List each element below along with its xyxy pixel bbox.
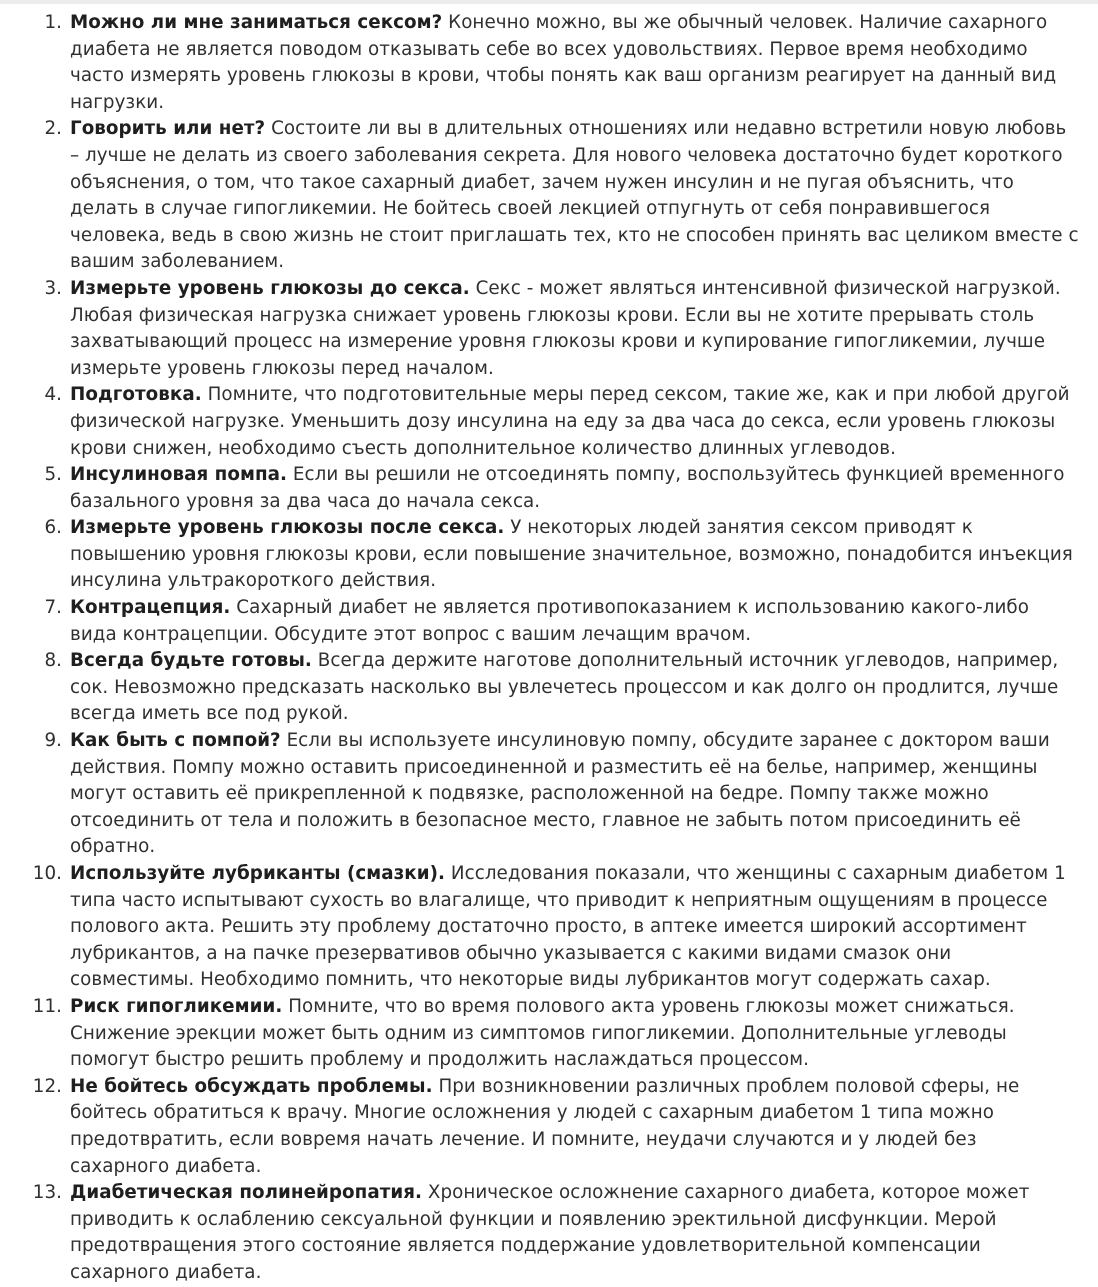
tips-list (0, 4, 1098, 1287)
item-title: Как быть с помпой? (70, 730, 281, 752)
item-text: Сахарный диабет не является противопоказанием к использованию какого-либо вида контрацепции. Обсудите этот вопрос с вашим лечащим врачом. (70, 597, 1029, 645)
item-title: Можно ли мне заниматься сексом? (70, 12, 443, 33)
item-title: Не бойтесь обсуждать проблемы. (70, 1075, 433, 1097)
item-number: 5. (44, 464, 62, 486)
item-text: Всегда держите наготове дополнительный источник углеводов, например, сок. Невозможно предсказать насколько вы увлечетесь процессом и как долго он продлится, лучше всегда иметь все под рукой. (70, 650, 1059, 725)
list-item (0, 10, 1098, 116)
item-number: 3. (44, 277, 62, 299)
list-item (0, 116, 1098, 276)
item-number: 1. (44, 12, 62, 33)
list-item (0, 648, 1098, 728)
item-number: 4. (44, 384, 62, 406)
item-number: 13. (32, 1182, 62, 1204)
item-text: Хроническое осложнение сахарного диабета, которое может приводить к ослаблению сексуальной функции и появлению эректильной дисфункции. Мерой предотвращения этого состояние является поддержание удовлетворительной компенсации сахарного диабета. (70, 1182, 1030, 1283)
item-title: Диабетическая полинейропатия. (70, 1182, 423, 1204)
item-title: Инсулиновая помпа. (70, 464, 288, 486)
list-item (0, 382, 1098, 462)
item-title: Всегда будьте готовы. (70, 650, 312, 672)
list-item (0, 276, 1098, 382)
item-title: Используйте лубриканты (смазки). (70, 863, 446, 884)
item-title: Говорить или нет? (70, 118, 266, 140)
item-text: Состоите ли вы в длительных отношениях или недавно встретили новую любовь – лучше не делать из своего заболевания секрета. Для нового человека достаточно будет короткого объяснения, о том, что такое сахарный диабет, зачем нужен инсулин и не пугая объяснить, что делать в случае гипогликемии. Не бойтесь своей лекцией отпугнуть от себя понравившегося человека, ведь в свою жизнь не стоит приглашать тех, кто не способен принять вас целиком вместе с вашим заболеванием. (70, 118, 1079, 273)
item-number: 2. (44, 118, 62, 140)
item-text: Исследования показали, что женщины с сахарным диабетом 1 типа часто испытывают сухость во влагалище, что приводит к неприятным ощущениям в процессе полового акта. Решить эту проблему достаточно просто, в аптеке имеется широкий ассортимент лубрикантов, а на пачке презервативов обычно указывается с какими видами смазок они совместимы. Необходимо помнить, что некоторые виды лубрикантов могут содержать сахар. (70, 863, 1066, 991)
item-number: 10. (32, 863, 62, 884)
item-number: 7. (44, 597, 62, 619)
item-number: 11. (32, 995, 62, 1017)
item-text: Если вы решили не отсоединять помпу, воспользуйтесь функцией временного базального уровня за два часа до начала секса. (70, 464, 1065, 512)
list-item (0, 595, 1098, 648)
item-title: Риск гипогликемии. (70, 995, 283, 1017)
list-item (0, 728, 1098, 861)
item-text: Если вы используете инсулиновую помпу, обсудите заранее с доктором ваши действия. Помпу можно оставить присоединенной и разместить её на белье, например, женщины могут оставить её прикрепленной к подвязке, расположенной на бедре. Помпу также можно отсоединить от тела и положить в безопасное место, главное не забыть потом присоединить её обратно. (70, 730, 1050, 858)
item-number: 9. (44, 730, 62, 752)
item-text: Помните, что во время полового акта уровень глюкозы может снижаться. Снижение эрекции может быть одним из симптомов гипогликемии. Дополнительные углеводы помогут быстро решить проблему и продолжить наслаждаться процессом. (70, 995, 1015, 1071)
list-item (0, 1180, 1098, 1286)
list-item (0, 861, 1098, 994)
list-item (0, 462, 1098, 515)
list-item (0, 994, 1098, 1074)
list-item (0, 1074, 1098, 1180)
item-title: Контрацепция. (70, 597, 231, 619)
item-number: 6. (44, 517, 62, 539)
list-item (0, 515, 1098, 595)
item-text: Секс - может являться интенсивной физической нагрузкой. Любая физическая нагрузка снижает уровень глюкозы крови. Если вы не хотите прерывать столь захватывающий процесс на измерение уровня глюкозы крови и купирование гипогликемии, лучше измерьте уровень глюкозы перед началом. (70, 277, 1061, 379)
item-title: Подготовка. (70, 384, 202, 406)
item-text: Помните, что подготовительные меры перед сексом, такие же, как и при любой другой физической нагрузке. Уменьшить дозу инсулина на еду за два часа до секса, если уровень глюкозы крови снижен, необходимо съесть дополнительное количество длинных углеводов. (70, 384, 1070, 459)
item-title: Измерьте уровень глюкозы до секса. (70, 277, 470, 299)
item-number: 12. (32, 1075, 62, 1097)
item-text: У некоторых людей занятия сексом приводят к повышению уровня глюкозы крови, если повышение значительное, возможно, понадобится инъекция инсулина ультракороткого действия. (70, 517, 1073, 592)
item-text: При возникновении различных проблем половой сферы, не бойтесь обратиться к врачу. Многие осложнения у людей с сахарным диабетом 1 типа можно предотвратить, если вовремя начать лечение. И помните, неудачи случаются и у людей без сахарного диабета. (70, 1075, 1020, 1177)
item-number: 8. (44, 650, 62, 672)
item-title: Измерьте уровень глюкозы после секса. (70, 517, 505, 539)
item-text: Конечно можно, вы же обычный человек. Наличие сахарного диабета не является поводом отказывать себе во всех удовольствиях. Первое время необходимо часто измерять уровень глюкозы в крови, чтобы понять как ваш организм реагирует на данный вид нагрузки. (70, 12, 1057, 113)
